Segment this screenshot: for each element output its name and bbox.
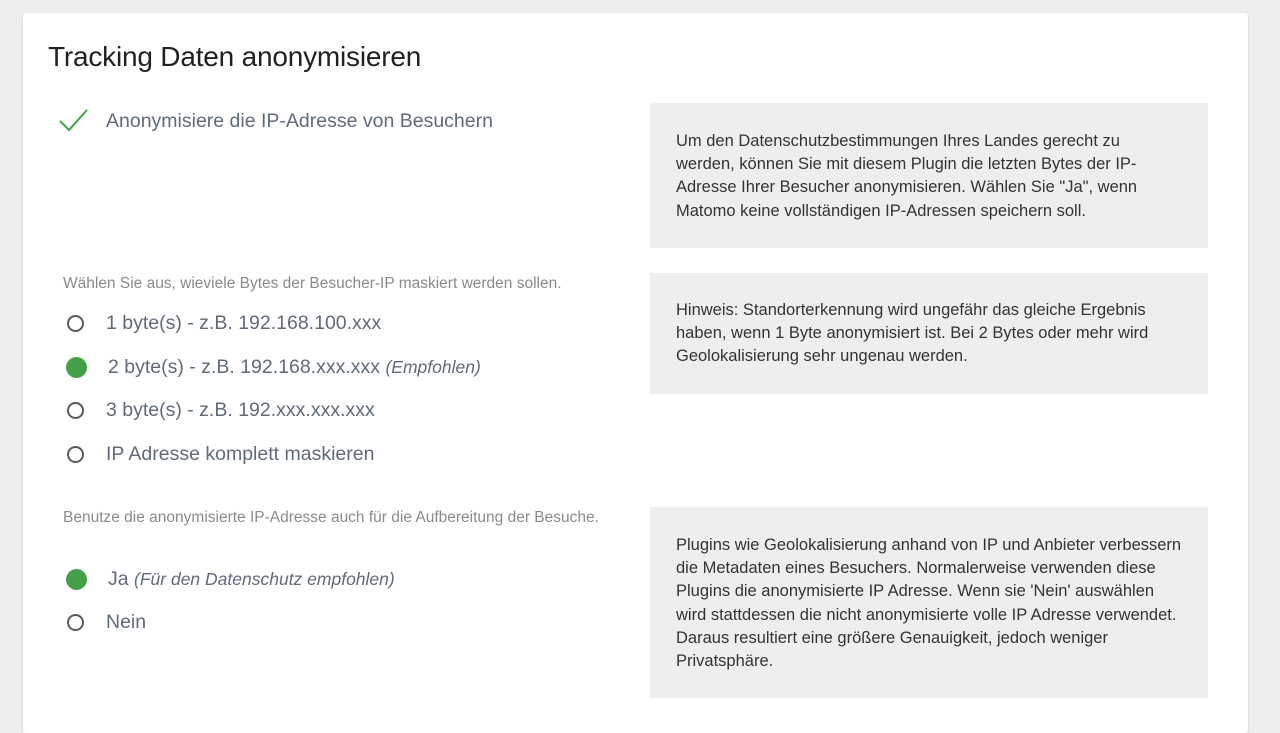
radio-button[interactable]	[67, 315, 84, 332]
mask-bytes-option-2[interactable]	[67, 354, 481, 380]
mask-bytes-help	[650, 273, 1208, 394]
recommended-note: (Empfohlen)	[385, 356, 481, 377]
mask-bytes-option-text[interactable]: 2 byte(s) - z.B. 192.168.xxx.xxx	[108, 355, 381, 378]
radio-button[interactable]	[67, 614, 84, 631]
anonymize-ip-help	[650, 103, 1208, 248]
mask-bytes-option-4[interactable]	[67, 441, 374, 467]
mask-bytes-option-label[interactable]: 3 byte(s) - z.B. 192.xxx.xxx.xxx	[106, 398, 375, 421]
use-anonymized-label: Benutze die anonymisierte IP-Adresse auch für die Aufbereitung der Besuche.	[63, 509, 599, 526]
mask-bytes-option-label[interactable]: IP Adresse komplett maskieren	[106, 442, 375, 465]
anonymize-ip-label[interactable]: Anonymisiere die IP-Adresse von Besuchern	[106, 109, 493, 132]
use-anonymized-help-text: Plugins wie Geolokalisierung anhand von IP und Anbieter verbessern die Metadaten eines Besuchers. Normalerweise verwenden diese Plugins die anonymisierte IP Adresse. Wenn sie 'Nein' auswählen wird stattdessen die nicht anonymisierte volle IP Adresse verwendet. Daraus resultiert eine größere Genauigkeit, jedoch weniger Privatsphäre.	[676, 536, 1182, 671]
use-anonymized-option-ja[interactable]	[67, 566, 395, 592]
use-anonymized-option-label[interactable]	[108, 568, 395, 591]
radio-button-selected[interactable]	[66, 357, 87, 378]
settings-card	[23, 13, 1248, 733]
anonymize-ip-help-text: Um den Datenschutzbestimmungen Ihres Landes gerecht zu werden, können Sie mit diesem Plugin die letzten Bytes der IP-Adresse Ihrer Besucher anonymisieren. Wählen Sie "Ja", wenn Matomo keine vollständigen IP-Adressen speichern soll.	[676, 132, 1138, 220]
radio-button[interactable]	[67, 402, 84, 419]
use-anonymized-option-text[interactable]: Ja	[108, 567, 129, 590]
anonymize-ip-checkbox[interactable]	[59, 106, 493, 136]
mask-bytes-option-3[interactable]	[67, 397, 375, 423]
use-anonymized-help	[650, 507, 1208, 698]
radio-button-selected[interactable]	[66, 569, 87, 590]
checkmark-icon[interactable]	[59, 106, 89, 136]
use-anonymized-option-nein[interactable]	[67, 609, 146, 635]
mask-bytes-option-label[interactable]: 1 byte(s) - z.B. 192.168.100.xxx	[106, 311, 382, 334]
privacy-recommended-note: (Für den Datenschutz empfohlen)	[134, 568, 395, 589]
mask-bytes-option-1[interactable]	[67, 310, 381, 336]
mask-bytes-option-label[interactable]	[108, 356, 481, 379]
radio-button[interactable]	[67, 446, 84, 463]
mask-bytes-help-text: Hinweis: Standorterkennung wird ungefähr das gleiche Ergebnis haben, wenn 1 Byte anonymisiert ist. Bei 2 Bytes oder mehr wird Geolokalisierung sehr ungenau werden.	[676, 301, 1149, 366]
section-title: Tracking Daten anonymisieren	[48, 41, 422, 72]
use-anonymized-option-label[interactable]: Nein	[106, 610, 147, 633]
mask-bytes-label: Wählen Sie aus, wieviele Bytes der Besucher-IP maskiert werden sollen.	[63, 275, 562, 292]
